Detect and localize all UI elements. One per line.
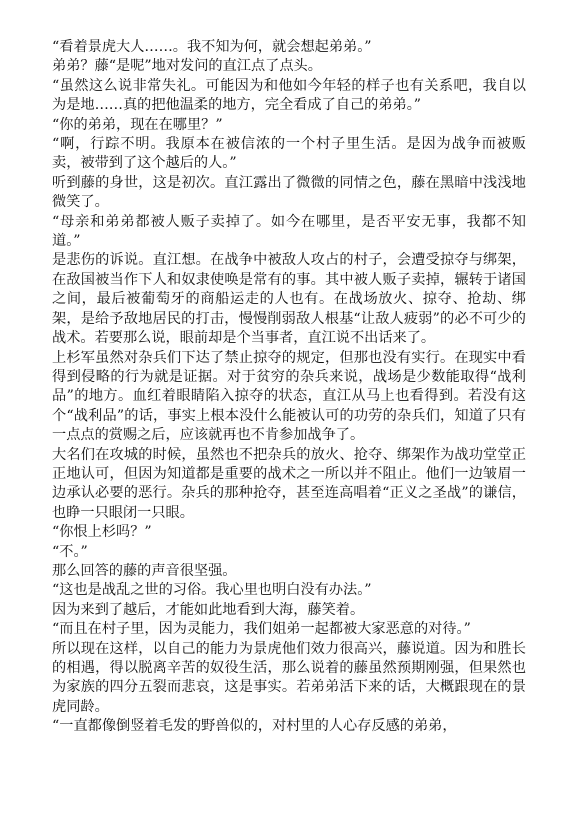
paragraph: “一直都像倒竖着毛发的野兽似的，对村里的人心存反感的弟弟， [52, 718, 457, 735]
body-text [52, 38, 526, 737]
paragraph: “母亲和弟弟都被人贩子卖掉了。如今在哪里，是否平安无事，我都不知道。” [52, 213, 526, 250]
paragraph: 所以现在这样，以自己的能力为景虎他们效力很高兴，藤说道。因为和胜长的相遇，得以脱离辛苦的奴役生活，那么说着的藤虽然预期刚强，但果然也为家族的四分五裂而悲哀，这是事实。若弟弟活下来的话，大概跟现在的景虎同龄。 [52, 640, 526, 715]
paragraph: “不。” [52, 543, 88, 560]
paragraph: 是悲伤的诉说。直江想。在战争中被敌人攻占的村子，会遭受掠夺与绑架，在敌国被当作下人和奴隶使唤是常有的事。其中被人贩子卖掉，辗转于诸国之间，最后被葡萄牙的商船运走的人也有。在战场放火、掠夺、抢劫、绑架，是给予敌地居民的打击，慢慢削弱敌人根基“让敌人疲弱”的必不可少的战术。若要那么说，眼前却是个当事者，直江说不出话来了。 [52, 252, 526, 347]
paragraph: “这也是战乱之世的习俗。我心里也明白没有办法。” [52, 582, 372, 599]
paragraph: 大名们在攻城的时候，虽然也不把杂兵的放火、抢夺、绑架作为战功堂堂正正地认可，但因为知道都是重要的战术之一所以并不阻止。他们一边皱眉一边承认必要的恶行。杂兵的那种抢夺，甚至连高唱着“正义之圣战”的谦信，也睁一只眼闭一只眼。 [52, 446, 526, 521]
paragraph: 弟弟？藤“是呢”地对发问的直江点了点头。 [52, 58, 322, 75]
paragraph: 因为来到了越后，才能如此地看到大海，藤笑着。 [52, 601, 365, 618]
paragraph: “而且在村子里，因为灵能力，我们姐弟一起都被大家恶意的对待。” [52, 621, 471, 638]
paragraph: 那么回答的藤的声音很坚强。 [52, 562, 237, 579]
paragraph: 上杉军虽然对杂兵们下达了禁止掠夺的规定，但那也没有实行。在现实中看得到侵略的行为就是证据。对于贫穷的杂兵来说，战场是少数能取得“战利品”的地方。血红着眼睛陷入掠夺的状态，直江从马上也看得到。若没有这个“战利品”的话，事实上根本没什么能被认可的功劳的杂兵们，知道了只有一点点的赏赐之后，应该就再也不肯参加战争了。 [52, 349, 526, 444]
paragraph: “看着景虎大人……。我不知为何，就会想起弟弟。” [52, 39, 372, 55]
paragraph: “你的弟弟，现在在哪里？” [52, 116, 223, 133]
paragraph: “啊，行踪不明。我原本在被信浓的一个村子里生活。是因为战争而被贩卖，被带到了这个越后的人。” [52, 136, 526, 172]
paragraph: 听到藤的身世，这是初次。直江露出了微微的同情之色，藤在黑暗中浅浅地微笑了。 [52, 174, 526, 211]
paragraph: “你恨上杉吗？” [52, 524, 152, 541]
paragraph: “虽然这么说非常失礼。可能因为和他如今年轻的样子也有关系吧，我自以为是地……真的把他温柔的地方，完全看成了自己的弟弟。” [52, 77, 526, 114]
